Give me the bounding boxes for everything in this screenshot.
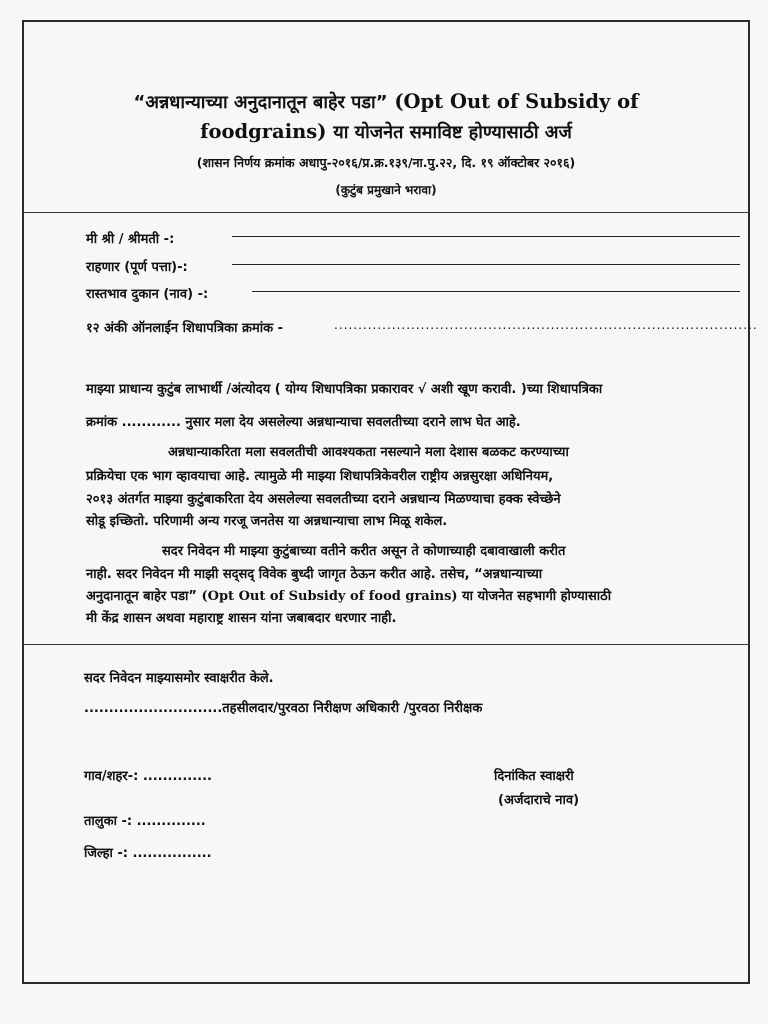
paragraph-3-line-2: नाही. सदर निवेदन मी माझी सद्सद् विवेक बुध्दी जागृत ठेऊन करीत आहे. तसेच, “अन्नधान्याच्या xyxy=(86,567,543,582)
title-english-part-1: (Opt Out of Subsidy of xyxy=(394,90,639,113)
p3-line3-devanagari: अनुदानातून बाहेर पडा” xyxy=(86,589,197,604)
body-divider xyxy=(22,644,750,645)
paragraph-1-line-1: माझ्या प्राधान्य कुटुंब लाभार्थी /अंत्योदय ( योग्य शिधापत्रिका प्रकारावर √ अशी खूण करावी. )च्या शिधापत्रिका xyxy=(86,382,603,397)
name-field[interactable] xyxy=(232,236,740,237)
signature-label[interactable]: दिनांकित स्वाक्षरी xyxy=(494,769,574,784)
paragraph-2-line-2: प्रक्रियेचा एक भाग व्हावयाचा आहे. त्यामुळे मी माझ्या शिधापत्रिकेवरील राष्ट्रीय अन्नसुरक्षा अधिनियम, xyxy=(86,469,554,484)
title-english-part-2: foodgrains) xyxy=(200,120,327,143)
form-title-line-2 xyxy=(26,118,746,147)
shop-field[interactable] xyxy=(252,291,740,292)
paragraph-3-line-3 xyxy=(86,586,611,604)
gr-reference: (शासन निर्णय क्रमांक अधापु-२०१६/प्र.क्र.१३९/ना.पु.२२, दि. १९ ऑक्टोबर २०१६) xyxy=(196,155,576,170)
officer-designation-line[interactable]: ............................तहसीलदार/पुरवठा निरीक्षण अधिकारी /पुरवठा निरीक्षक xyxy=(84,701,483,716)
shop-label: रास्तभाव दुकान (नाव) -: xyxy=(86,287,209,302)
attestation-line: सदर निवेदन माझ्यासमोर स्वाक्षरीत केले. xyxy=(84,671,274,686)
header-divider xyxy=(22,212,750,213)
applicant-name-label: (अर्जदाराचे नाव) xyxy=(498,793,580,808)
name-label: मी श्री / श्रीमती -: xyxy=(86,232,175,247)
village-field[interactable]: गाव/शहर-: .............. xyxy=(84,769,212,784)
district-field[interactable]: जिल्हा -: ................ xyxy=(84,846,212,861)
paragraph-3-line-4: मी केंद्र शासन अथवा महाराष्ट्र शासन यांना जबाबदार धरणार नाही. xyxy=(86,611,397,626)
ration-card-label: १२ अंकी ऑनलाईन शिधापत्रिका क्रमांक - xyxy=(86,321,284,336)
paragraph-2-line-4: सोडू इच्छितो. परिणामी अन्य गरजू जनतेस या अन्नधान्याचा लाभ मिळू शकेल. xyxy=(86,514,448,529)
form-title-line-1 xyxy=(26,88,746,117)
address-label: राहणार (पूर्ण पत्ता)-: xyxy=(86,260,188,275)
address-field[interactable] xyxy=(232,264,740,265)
p3-line3-devanagari-2: या योजनेत सहभागी होण्यासाठी xyxy=(462,589,612,604)
fill-by-note: (कुटुंब प्रमुखाने भरावा) xyxy=(335,183,437,197)
paragraph-1-line-2: क्रमांक ............ नुसार मला देय असलेल्या अन्नधान्याचा सवलतीच्या दराने लाभ घेत आहे. xyxy=(86,415,521,430)
title-devanagari-part-2: या योजनेत समाविष्ट होण्यासाठी अर्ज xyxy=(333,122,572,143)
paragraph-3-line-1: सदर निवेदन मी माझ्या कुटुंबाच्या वतीने करीत असून ते कोणाच्याही दबावाखाली करीत xyxy=(162,544,566,559)
p3-line3-english: (Opt Out of Subsidy of food grains) xyxy=(201,589,458,604)
ration-card-field[interactable]: ........................................................................................ xyxy=(334,318,758,332)
paragraph-2-line-3: २०१३ अंतर्गत माझ्या कुटुंबाकरिता देय असलेल्या सवलतीच्या दराने अन्नधान्य मिळण्याचा हक्क स्वेच्छेने xyxy=(86,492,561,507)
taluka-field[interactable]: तालुका -: .............. xyxy=(84,814,206,829)
paragraph-2-line-1: अन्नधान्याकरिता मला सवलतीची आवश्यकता नसल्याने मला देशास बळकट करण्याच्या xyxy=(168,445,569,460)
title-devanagari-part-1: “अन्नधान्याच्या अनुदानातून बाहेर पडा” xyxy=(133,92,388,113)
